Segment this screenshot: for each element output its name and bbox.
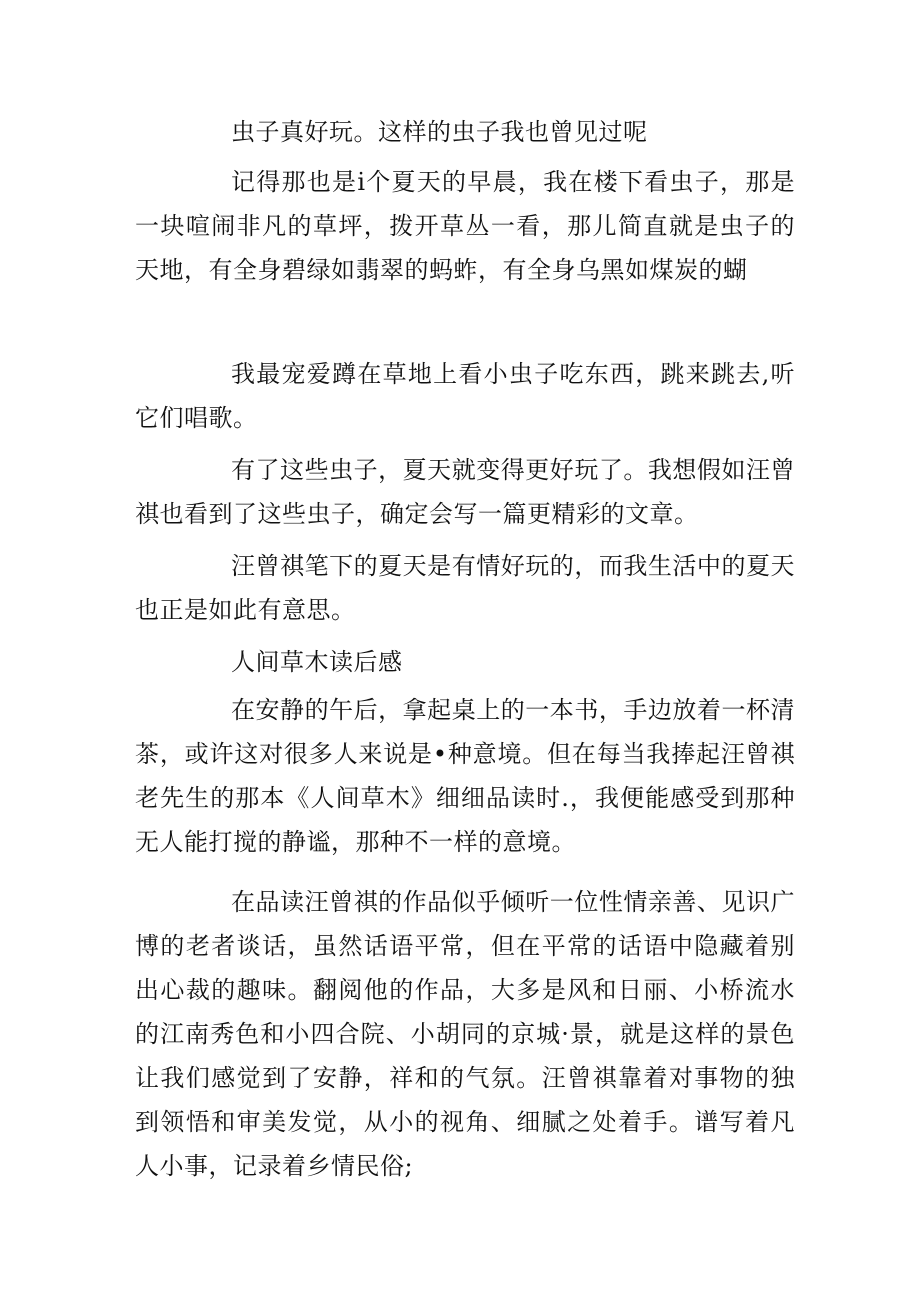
- paragraph-reading-wang: 在品读汪曾祺的作品似乎倾听一位性情亲善、见识广博的老者谈话，虽然话语平常，但在平常的话语中隐藏着别出心裁的趣味。翻阅他的作品，大多是风和日丽、小桥流水的江南秀色和小四合院、小胡同的京城·景，就是这样的景色让我们感觉到了安静，祥和的气氛。汪曾祺靠着对事物的独到领悟和审美发觉，从小的视角、细腻之处着手。谱写着凡人小事，记录着乡情民俗;: [135, 888, 795, 1180]
- paragraph-wang-summer: 汪曾祺笔下的夏天是有情好玩的，而我生活中的夏天也正是如此有意思。: [135, 552, 795, 624]
- paragraph-quiet-afternoon: 在安静的午后，拿起桌上的一本书，手边放着一杯清茶，或许这对很多人来说是•种意境。但在每当我捧起汪曾祺老先生的那本《人间草木》细细品读时.，我便能感受到那种无人能打搅的静谧，那种不一样的意境。: [135, 696, 795, 856]
- paragraph-favorite-activity: 我最宠爱蹲在草地上看小虫子吃东西，跳来跳去,听它们唱歌。: [135, 360, 795, 432]
- section-heading: 人间草木读后感: [231, 648, 403, 676]
- paragraph-bug-fun: 虫子真好玩。这样的虫子我也曾见过呢: [231, 118, 648, 146]
- paragraph-summer-more-fun: 有了这些虫子，夏天就变得更好玩了。我想假如汪曾祺也看到了这些虫子，确定会写一篇更精彩的文章。: [135, 456, 795, 528]
- paragraph-summer-morning: 记得那也是i个夏天的早晨，我在楼下看虫子，那是一块喧闹非凡的草坪，拨开草丛一看，那儿简直就是虫子的天地，有全身碧绿如翡翠的蚂蚱，有全身乌黑如煤炭的蝴: [135, 168, 795, 284]
